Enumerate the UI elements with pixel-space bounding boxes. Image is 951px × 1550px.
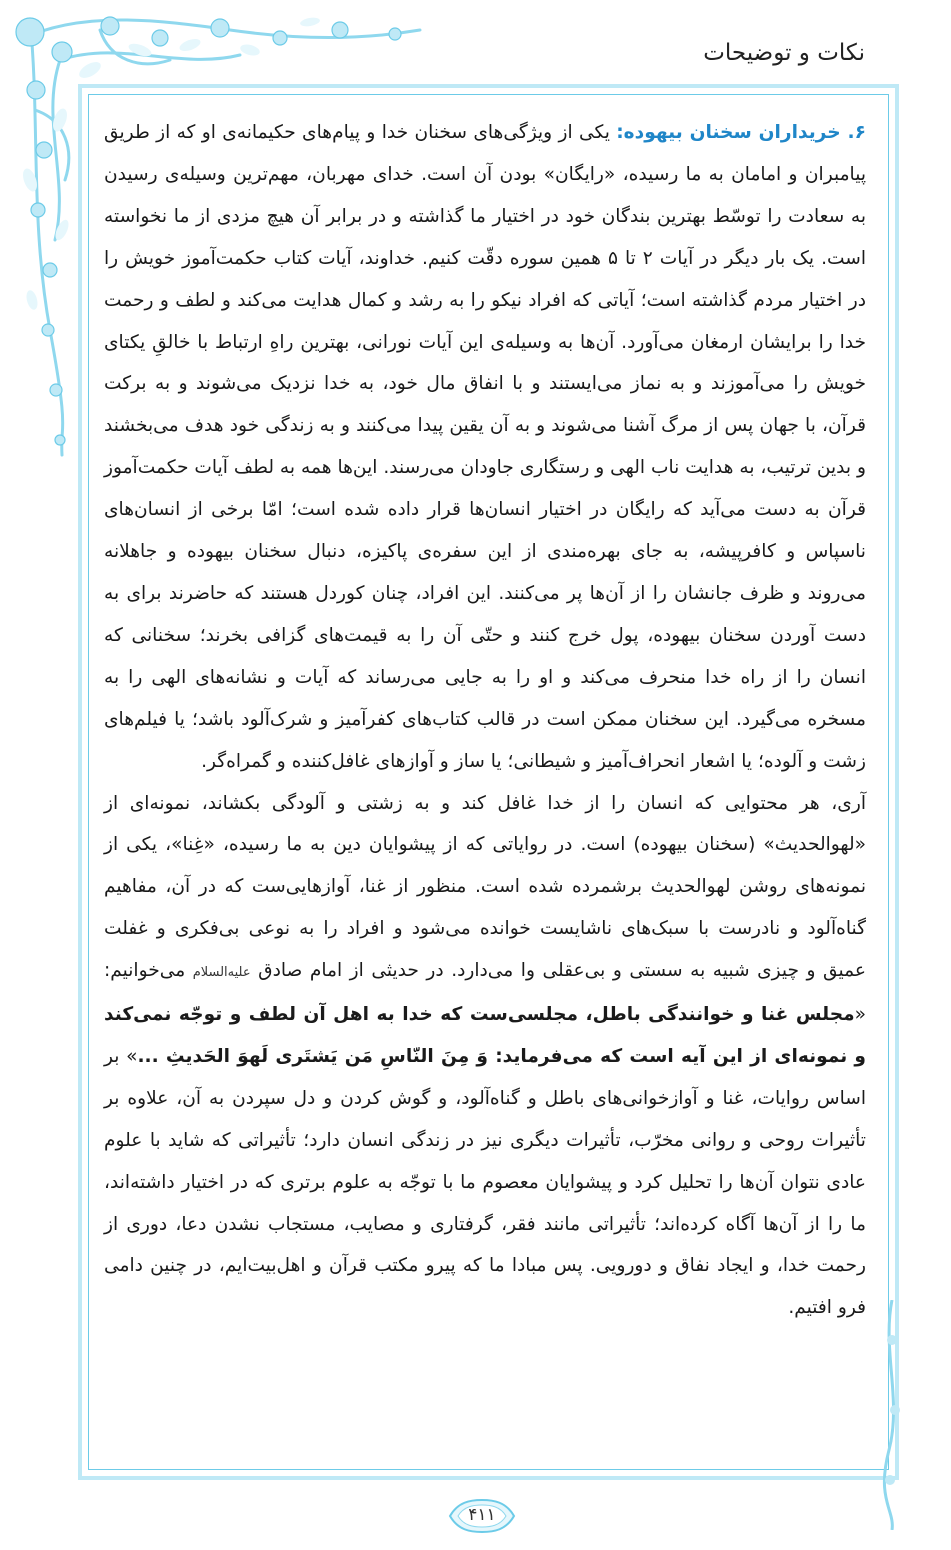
paragraph-2-text: آری، هر محتوایی که انسان را از خدا غافل کند و به زشتی و آلودگی بکشاند، نمونه‌ای از «لهوالحدیث» (سخنان بیهوده) است. در روایاتی که از پیشوایان دین به ما رسیده، «غِنا»، یکی از نمونه‌های روشن لهوالحدیث برشمرده شده است. منظور از غنا، آوازهایی‌ست که در آن، مفاهیم گناه‌آلود و نادرست با سبک‌های ناشایست خوانده می‌شود و افراد را به نوعی بی‌فکری و غفلت عمیق و چیزی شبیه به سستی و بی‌عقلی وا می‌دارد. در حدیثی از امام صادق [104, 792, 867, 982]
paragraph-2 [104, 783, 866, 1330]
hadith-quote: مجلس غنا و خوانندگی باطل، مجلسی‌ست که خدا به اهل آن لطف و توجّه نمی‌کند و نمونه‌ای از این آیه است که می‌فرماید: وَ مِنَ النّاسِ مَن یَشتَری لَهوَ الحَدیثِ ... [104, 1004, 866, 1067]
paragraph-1 [104, 112, 866, 783]
section-heading: ۶. خریداران سخنان بیهوده: [616, 122, 866, 143]
page-number: ۴۱۱ [468, 1505, 496, 1525]
salutation-mark: علیه‌السلام [192, 965, 251, 981]
paragraph-1-text: یکی از ویژگی‌های سخنان خدا و پیام‌های حکیمانه‌ی او که از طریق پیامبران و امامان به ما رسیده، «رایگان» بودن آن است. خدای مهربان، مهم‌ترین وسیله‌ی رسیدن به سعادت را توسّط بهترین بندگان خود در اختیار ما گذاشته و در برابر آن هیچ مزدی از ما نخواسته است. یک بار دیگر در آیات ۲ تا ۵ همین سوره دقّت کنیم. خداوند، آیات کتاب حکمت‌آموز خویش را در اختیار مردم گذاشته است؛ آیاتی که افراد نیکو را به رشد و کمال هدایت می‌کند و لطف و رحمت خدا را برایشان ارمغان می‌آورد. آن‌ها به وسیله‌ی این آیات نورانی، بهترین راهِ ارتباط با خالقِ یکتای خویش را می‌آموزند و به نماز می‌ایستند و با انفاق مال خود، به خدا نزدیک می‌شوند و به برکت قرآن، با جهان پس از مرگ آشنا می‌شوند و به آن یقین پیدا می‌کنند و به زندگی خود هدف می‌بخشند و بدین ترتیب، به هدایت ناب الهی و رستگاری جاودان می‌رسند. این‌ها همه به لطف آیات حکمت‌آموز قرآن به دست می‌آید که رایگان در اختیار انسان‌ها قرار داده شده است؛ امّا برخی از انسان‌های ناسپاس و کافرپیشه، به جای بهره‌مندی از این سفره‌ی پاکیزه، دنبال سخنان بیهوده و جاهلانه می‌روند و ظرف جانشان را از آن‌ها پر می‌کنند. این افراد، چنان کوردل هستند که حاضرند برای به دست آوردن سخنان بیهوده، پول خرج کنند و حتّی آن را به قیمت‌های گزافی بخرند؛ سخنانی که انسان را از راه خدا منحرف می‌کند و او را به جایی می‌رساند که آیات و نشانه‌های الهی را به مسخره می‌گیرد. این سخنان ممکن است در قالب کتاب‌های کفرآمیز و شرک‌آلود باشد؛ یا فیلم‌های زشت و آلوده؛ یا اشعار انحراف‌آمیز و شیطانی؛ یا ساز و آوازهای غافل‌کننده و گمراه‌گر. [104, 122, 866, 772]
running-header: نکات و توضیحات [703, 40, 865, 66]
paragraph-2-rest: » بر اساس روایات، غنا و آوازخوانی‌های باطل و گناه‌آلود، و گوش کردن و دل سپردن به آن، علاوه بر تأثیرات روحی و روانی مخرّب، تأثیرات دیگری نیز در زندگی انسان دارد؛ تأثیراتی که شاید با علوم عادی نتوان آن‌ها را تحلیل کرد و پیشوایان معصوم ما با توجّه به علوم برتری که در اختیار داشته‌اند، ما را از آن‌ها آگاه کرده‌اند؛ تأثیراتی مانند فقر، گرفتاری و مصایب، مستجاب نشدن دعا، دوری از رحمت خدا، و ایجاد نفاق و دورویی. پس مبادا ما که پیرو مکتب قرآن و اهل‌بیت‌ایم، در چنین دامی فرو افتیم. [104, 1045, 866, 1319]
article-body [104, 112, 866, 1329]
right-vine-ornament [877, 1300, 907, 1530]
quote-intro: می‌خوانیم: « [104, 960, 866, 1026]
